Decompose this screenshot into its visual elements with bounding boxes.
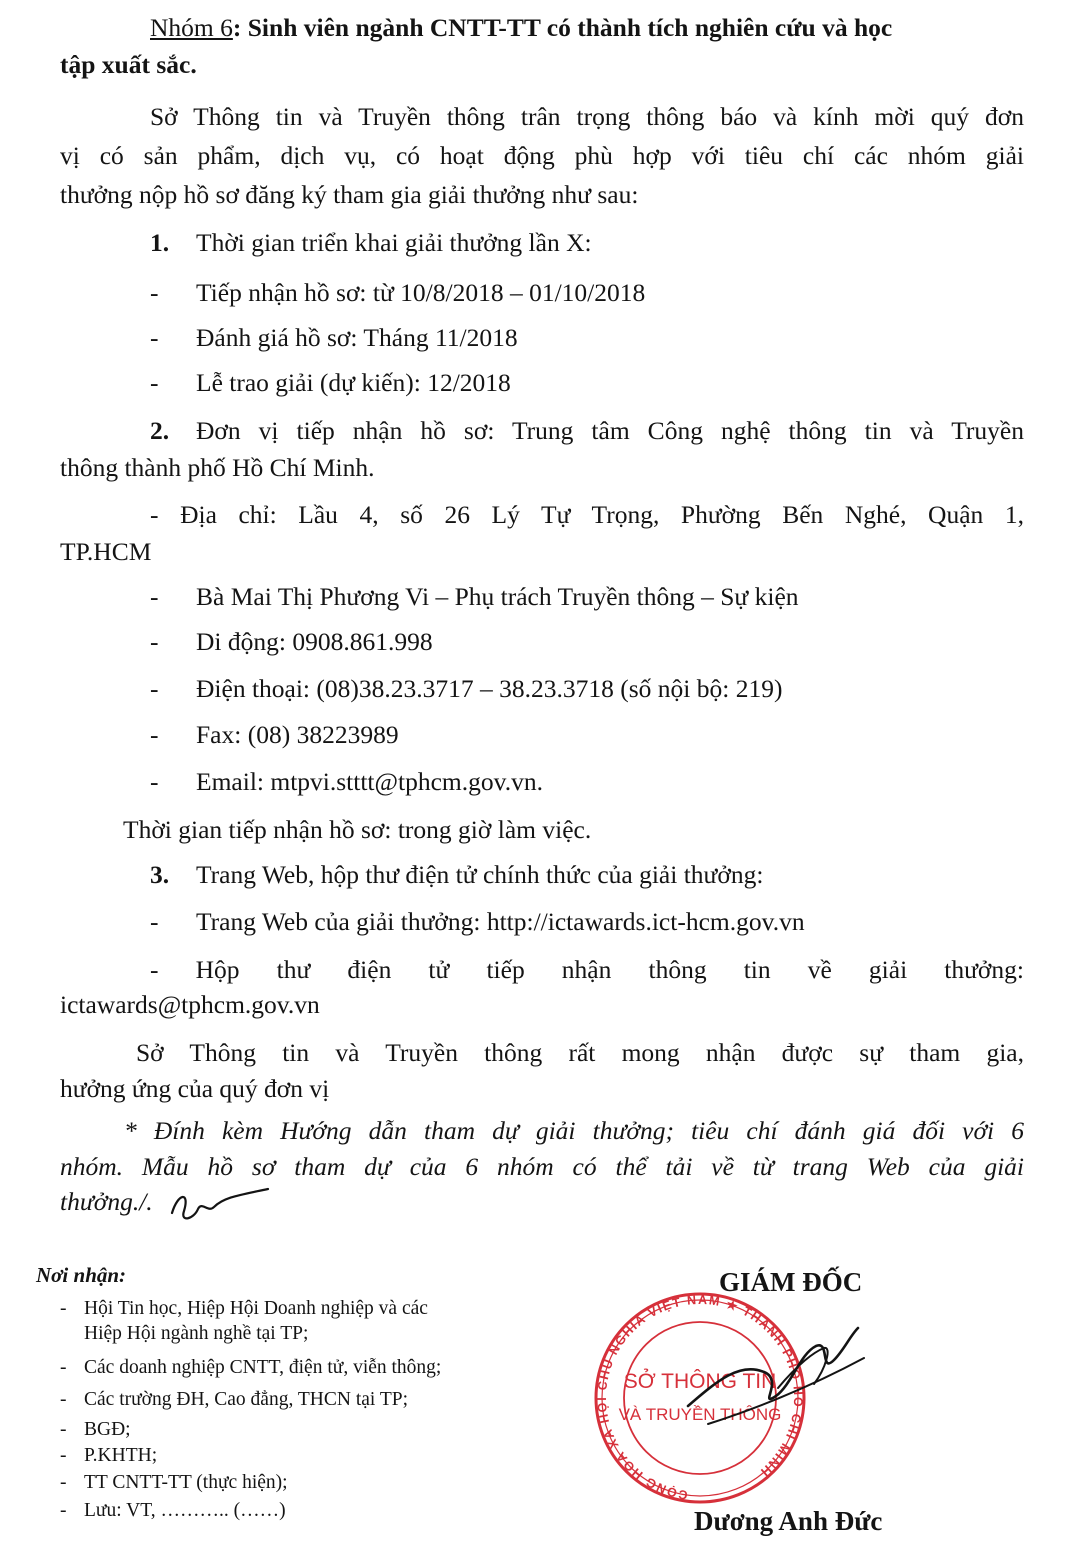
section-1-title: Thời gian triển khai giải thưởng lần X: xyxy=(196,228,592,257)
bullet-dash: - xyxy=(150,907,159,936)
list-item: Lưu: VT, ……….. (……) xyxy=(84,1500,286,1521)
bullet-dash: - xyxy=(60,1389,67,1410)
bullet-dash: - xyxy=(150,720,159,749)
bullet-dash: - xyxy=(60,1500,67,1521)
list-item: Hiệp Hội ngành nghề tại TP; xyxy=(84,1323,309,1344)
contact-mobile: Di động: 0908.861.998 xyxy=(196,627,433,656)
section-3-number: 3. xyxy=(150,860,170,889)
contact-person: Bà Mai Thị Phương Vi – Phụ trách Truyền thông – Sự kiện xyxy=(196,582,799,611)
group-title: : Sinh viên ngành CNTT-TT có thành tích nghiên cứu và học xyxy=(232,13,893,42)
section-2-title-continued: thông thành phố Hồ Chí Minh. xyxy=(60,453,375,482)
recipients-heading: Nơi nhận: xyxy=(36,1263,127,1287)
bullet-dash: - xyxy=(150,582,159,611)
list-item: BGĐ; xyxy=(84,1419,131,1440)
intro-line-2: vị có sản phẩm, dịch vụ, có hoạt động phù hợp với tiêu chí các nhóm giải xyxy=(60,141,1024,170)
bullet-dash: - xyxy=(150,278,159,307)
seal-outer-text: CỘNG HOÀ XÃ HỘI CHỦ NGHĨA VIỆT NAM ★ THÀNH PHỐ HỒ CHÍ MINH xyxy=(594,1292,806,1503)
bullet-dash: - xyxy=(60,1472,67,1493)
list-item: TT CNTT-TT (thực hiện); xyxy=(84,1472,288,1493)
section-1-item: Tiếp nhận hồ sơ: từ 10/8/2018 – 01/10/2018 xyxy=(196,278,646,307)
bullet-dash: - xyxy=(60,1357,67,1378)
signer-name: Dương Anh Đức xyxy=(694,1506,883,1536)
contact-email: Email: mtpvi.stttt@tphcm.gov.vn. xyxy=(196,767,543,796)
award-mailbox-line-1: - Hộp thư điện tử tiếp nhận thông tin về giải thưởng: xyxy=(150,955,1024,984)
bullet-dash: - xyxy=(60,1419,67,1440)
section-1-item: Đánh giá hồ sơ: Tháng 11/2018 xyxy=(196,323,518,352)
bullet-dash: - xyxy=(150,368,159,397)
list-item: Các trường ĐH, Cao đẳng, THCN tại TP; xyxy=(84,1389,409,1410)
list-item: Các doanh nghiệp CNTT, điện tử, viễn thông; xyxy=(84,1357,442,1378)
reception-hours: Thời gian tiếp nhận hồ sơ: trong giờ làm việc. xyxy=(123,815,592,844)
group-label: Nhóm 6 xyxy=(150,13,233,42)
bullet-dash: - xyxy=(150,627,159,656)
section-1-item: Lễ trao giải (dự kiến): 12/2018 xyxy=(196,368,511,397)
contact-fax: Fax: (08) 38223989 xyxy=(196,720,399,749)
initial-mark xyxy=(168,1183,278,1227)
section-2-title: Đơn vị tiếp nhận hồ sơ: Trung tâm Công nghệ thông tin và Truyền xyxy=(196,416,1024,445)
section-2-number: 2. xyxy=(150,416,170,445)
section-3-title: Trang Web, hộp thư điện tử chính thức của giải thưởng: xyxy=(196,860,764,889)
signer-title: GIÁM ĐỐC xyxy=(719,1267,863,1297)
contact-phone: Điện thoại: (08)38.23.3717 – 38.23.3718 (số nội bộ: 219) xyxy=(196,674,783,703)
bullet-dash: - xyxy=(60,1298,67,1319)
attachment-line-3: thưởng./. xyxy=(60,1187,153,1216)
list-item: P.KHTH; xyxy=(84,1445,158,1466)
intro-line-3: thưởng nộp hồ sơ đăng ký tham gia giải thưởng như sau: xyxy=(60,180,639,209)
section-1-number: 1. xyxy=(150,228,170,257)
seal-inner-line-1: SỞ THÔNG TIN xyxy=(623,1370,777,1393)
group-heading xyxy=(150,11,892,45)
group-title-continued: tập xuất sắc. xyxy=(60,50,197,79)
bullet-dash: - xyxy=(150,767,159,796)
address-line-2: TP.HCM xyxy=(60,537,152,566)
list-item: Hội Tin học, Hiệp Hội Doanh nghiệp và các xyxy=(84,1298,428,1319)
closing-line-2: hưởng ứng của quý đơn vị xyxy=(60,1074,330,1103)
intro-line-1: Sở Thông tin và Truyền thông trân trọng thông báo và kính mời quý đơn xyxy=(150,102,1024,131)
official-seal xyxy=(588,1288,868,1518)
bullet-dash: - xyxy=(150,323,159,352)
seal-inner-line-2: VÀ TRUYỀN THÔNG xyxy=(618,1405,782,1424)
bullet-dash: - xyxy=(150,674,159,703)
bullet-dash: - xyxy=(60,1445,67,1466)
closing-line-1: Sở Thông tin và Truyền thông rất mong nhận được sự tham gia, xyxy=(136,1038,1024,1067)
attachment-line-1: * Đính kèm Hướng dẫn tham dự giải thưởng; tiêu chí đánh giá đối với 6 xyxy=(124,1116,1024,1145)
award-mailbox-line-2: ictawards@tphcm.gov.vn xyxy=(60,990,320,1019)
award-website: Trang Web của giải thưởng: http://ictawards.ict-hcm.gov.vn xyxy=(196,907,805,936)
attachment-line-2: nhóm. Mẫu hồ sơ tham dự của 6 nhóm có thể tải về từ trang Web của giải xyxy=(60,1152,1024,1181)
address-line-1: - Địa chỉ: Lầu 4, số 26 Lý Tự Trọng, Phường Bến Nghé, Quận 1, xyxy=(150,500,1024,529)
